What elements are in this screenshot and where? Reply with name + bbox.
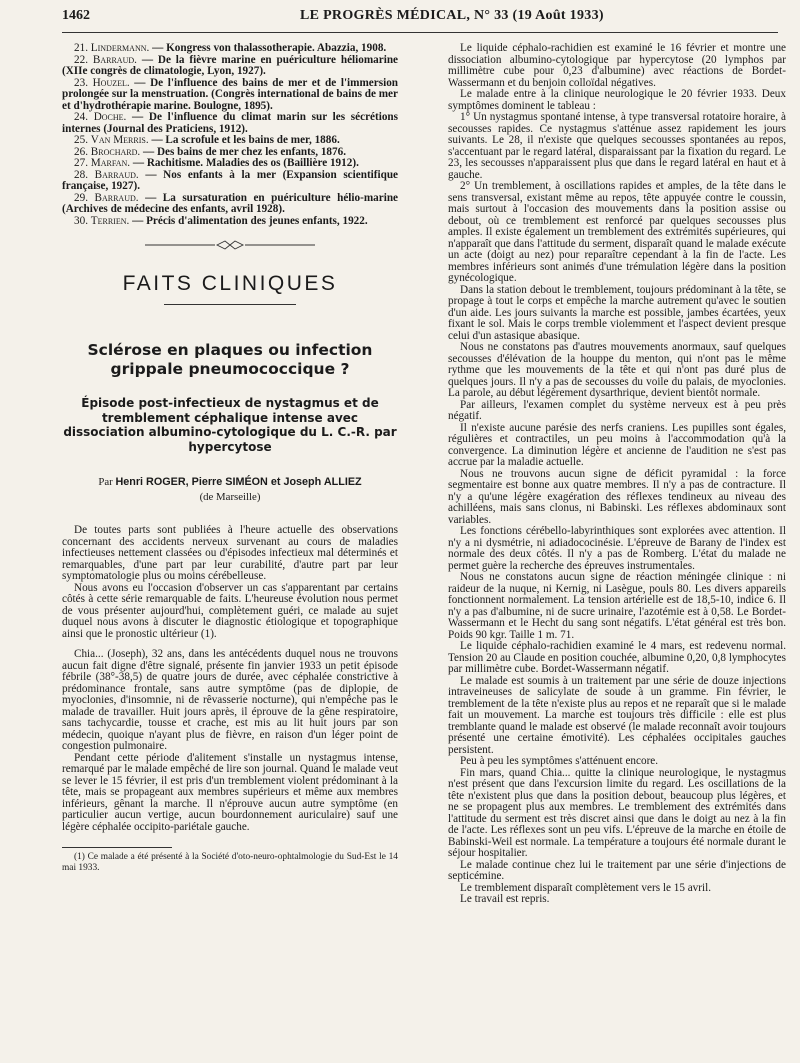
article-subtitle: Épisode post-infectieux de nystagmus et de tremblement céphalique intense avec dissociation albumino-cytologique du L. C.-R. par hypercytose	[63, 396, 397, 454]
section-rule	[164, 304, 296, 305]
paragraph: Le tremblement disparaît complètement vers le 15 avril.	[460, 881, 712, 894]
reference-item: 30. Terrien. — Précis d'alimentation des jeunes enfants, 1922.	[74, 214, 368, 227]
reference-item: 24. Doche. — De l'influence du climat marin sur les sécrétions internes (Journal des Praticiens, 1912).	[62, 111, 399, 135]
reference-item: 22. Barraud. — De la fièvre marine en puériculture héliomarine (XIIe congrès de climatologie, Lyon, 1927).	[62, 53, 399, 77]
paragraph: Il n'existe aucune parésie des nerfs craniens. Les pupilles sont égales, régulières et contractiles, un peu moins à l'accommodation qu'à la convergence. La diminution légère et ancienne de l'audition ne s'est pas accrue par la maladie actuelle.	[448, 421, 786, 468]
paragraph: Les fonctions cérébello-labyrinthiques sont explorées avec attention. Il n'y a ni dysmétrie, ni adiadococinésie. L'épreuve de Barany de l'index est normale des deux côtés. Il n'y a pas de Romberg. L'état du malade ne permet guère la recherche des épreuves instrumentales.	[448, 525, 786, 572]
paragraph: Fin mars, quand Chia... quitte la clinique neurologique, le nystagmus n'est présent que dans l'excursion limite du regard. Les oscillations de la tête n'existent plus que dans la position debout, beaucoup plus légères, et ne se propagent plus aux membres. Le tremblement des extrémités dans l'attitude du serment est très discret ainsi que dans le doigt au nez à la fin de l'acte. Les réflexes sont un peu vifs. L'épreuve de la marche en étoile de Babinski-Weil est normale. La température a toujours été normale durant le séjour hospitalier.	[448, 766, 786, 859]
reference-item: 21. Lindermann. — Kongress von thalassotherapie. Abazzia, 1908.	[74, 42, 387, 54]
reference-item: 26. Brochard. — Des bains de mer chez les enfants, 1876.	[74, 145, 346, 158]
article-title: Sclérose en plaques ou infection grippale pneumococcique ?	[87, 341, 373, 378]
paragraph: Nous ne constatons aucun signe de réaction méningée clinique : ni raideur de la nuque, ni Kernig, ni Lasègue, pouls 80. Les divers appareils fonctionnent normalement. La tension artérielle est de 18,5-10, indice 6. Il n'y a pas d'albumine, ni de sucre urinaire, l'azotémie est à 0,58. Le Bordet-Wassermann et le Hecht du sang sont négatifs. L'état général est très bon. Poids 90 kgr. Taille 1 m. 71.	[448, 571, 786, 641]
paragraph: De toutes parts sont publiées à l'heure actuelle des observations concernant des accidents nerveux survenant au cours de maladies infectieuses nettement classées ou d'épisodes infectieux mal déterminés et remarquables, d'une part par leur curabilité, d'autre part par leur symptomatologie plus ou moins cérébelleuse.	[62, 524, 398, 582]
ornament-divider	[62, 239, 398, 251]
right-column	[448, 43, 786, 906]
paragraph: Par ailleurs, l'examen complet du système nerveux est à peu près négatif.	[448, 398, 786, 422]
article-authors: Par Henri ROGER, Pierre SIMÉON et Joseph ALLIEZ	[98, 476, 362, 488]
reference-list	[62, 43, 398, 227]
footnote: (1) Ce malade a été présenté à la Société d'oto-neuro-ophtalmologie du Sud-Est le 14 mai 1933.	[62, 852, 398, 873]
page-number: 1462	[62, 8, 90, 23]
paragraph: 2° Un tremblement, à oscillations rapides et amples, de la tête dans le sens transversal, existant même au repos, tête appuyée contre le coussin, mais surtout à l'occasion des mouvements dans la position assise ou debout, où ce tremblement est renforcé par quelques secousses plus amples. Il existe également un tremblement des extrémités supérieures, qui n'apparaît que dans l'attitude du serment, disparaît quand le malade exécute un acte (doigt au nez) pour reparaître cependant à la fin de l'acte. Les membres inférieurs sont animés d'une trémulation légère dans la position gynécologique.	[448, 180, 786, 284]
paragraph: Le malade entre à la clinique neurologique le 20 février 1933. Deux symptômes dominent le tableau :	[448, 88, 786, 112]
paragraph: Pendant cette période d'alitement s'installe un nystagmus intense, remarqué par le malade empêché de lire son journal. Quand le malade veut se lever le 15 février, il est pris d'un tremblement violent prédominant à la tête, mais se propageant aux membres supérieurs et même aux membres inférieurs, gênant la marche. Il n'éprouve aucun autre symptôme (en particulier aucun vertige, aucun bourdonnement auriculaire) sauf une légère céphalée occipito-pariétale gauche.	[62, 751, 398, 833]
article-affiliation: (de Marseille)	[199, 490, 261, 503]
paragraph: 1° Un nystagmus spontané intense, à type transversal rotatoire horaire, à secousses rapides. Ce nystagmus s'atténue assez rapidement les jours suivants. Le 28, il n'existe que quelques secousses spontanées au repos, s'accentuant par le regard latéral, disparaissant par la fixation du regard. Le 23, les secousses n'apparaissent plus que dans le regard latéral en haut et à gauche.	[448, 111, 786, 181]
paragraph: Nous ne constatons pas d'autres mouvements anormaux, sauf quelques secousses d'élévation de la houppe du menton, qui n'ont pas le même rythme que les mouvements de la tête et qui n'ont pas duré plus de quelques jours. Il n'y a pas de secousses du voile du palais, de myoclonies. La parole, au début légèrement dysarthrique, devient bientôt normale.	[448, 341, 786, 399]
reference-item: 25. Van Merris. — La scrofule et les bains de mer, 1886.	[74, 134, 340, 146]
header-rule	[62, 32, 778, 33]
journal-title: LE PROGRÈS MÉDICAL, N° 33 (19 Août 1933)	[300, 8, 604, 23]
paragraph: Le travail est repris.	[460, 893, 550, 905]
page-header	[0, 8, 800, 34]
paragraph: Le liquide céphalo-rachidien est examiné le 16 février et montre une dissociation albumino-cytologique par hypercytose (20 lymphos par millimètre cube pour 0,23 d'albumine) avec réactions de Bordet-Wassermann et du benjoin colloïdal négatives.	[448, 42, 786, 89]
paragraph: Dans la station debout le tremblement, toujours prédominant à la tête, se propage à tout le corps et empêche la marche autrement qu'avec le soutien d'un aide. Les jours suivants la marche est possible, jambes écartées, yeux fixant le sol. Mais le corps tremble violemment et l'aspect devient presque celui d'un astasique abasique.	[448, 283, 786, 342]
section-title: FAITS CLINIQUES	[122, 272, 338, 295]
paragraph: Le malade continue chez lui le traitement par une série d'injections de septicémine.	[448, 858, 786, 882]
paragraph: Chia... (Joseph), 32 ans, dans les antécédents duquel nous ne trouvons aucun fait digne d'être signalé, présente fin janvier 1933 un petit épisode fébrile (38°-38,5) de quatre jours de durée, avec céphalée constrictive à prédominance frontale, sans autre symptôme (pas de diplopie, de myoclonies, d'insomnie, ni de rêvasserie nocturne), qui n'empêche pas le malade de travailler. Huit jours après, il éprouve de la gêne respiratoire, sans tachycardie, tousse et crache, est mis au lit huit jours par son médecin, quoique n'ayant plus de fièvre, en raison d'un léger point de congestion pulmonaire.	[62, 648, 398, 752]
paragraph: Le liquide céphalo-rachidien examiné le 4 mars, est redevenu normal. Tension 20 au Claude en position couchée, albumine 0,20, 0,8 lymphocytes par millimètre cube. Bordet-Wassermann négatif.	[448, 640, 786, 675]
paragraph: Le malade est soumis à un traitement par une série de douze injections intraveineuses de salicylate de soude à un gramme. Fin février, le tremblement de la tête n'existe plus au repos et ne reparaît que si le malade fait un mouvement. La marche est toujours très difficile : elle est plus tremblante quand le malade est observé (le malade reconnaît avoir toujours présenté une certaine émotivité). Les céphalées occipitales gauches persistent.	[448, 674, 786, 756]
left-column	[62, 43, 398, 873]
reference-item: 23. Houzel. — De l'influence des bains de mer et de l'immersion prolongée sur la menstruation. (Congrès international de bains de mer et d'hydrothérapie marine. Boulogne, 1895).	[62, 76, 399, 112]
reference-item: 28. Barraud. — Nos enfants à la mer (Expansion scientifique française, 1927).	[62, 168, 399, 192]
reference-item: 29. Barraud. — La sursaturation en puériculture hélio-marine (Archives de médecine des enfants, avril 1928).	[62, 191, 399, 215]
paragraph: Nous ne trouvons aucun signe de déficit pyramidal : la force segmentaire est bonne aux quatre membres. Il n'y a pas de contracture. Il n'y a qu'une légère exagération des réflexes tendineux au niveau des achilléens, mais sans clonus, ni Babinski. Les réflexes abdominaux sont variables.	[448, 467, 786, 526]
reference-item: 27. Marfan. — Rachitisme. Maladies des os (Baillière 1912).	[74, 157, 359, 169]
paragraph: Nous avons eu l'occasion d'observer un cas s'apparentant par certains côtés à cette série remarquable de faits. L'heureuse évolution nous permet de vous présenter aujourd'hui, complètement guéri, ce malade au sujet duquel nous avons à discuter le diagnostic étiologique et topographique ainsi que le pronostic ultérieur (1).	[62, 581, 398, 640]
footnote-rule	[62, 847, 172, 848]
paragraph: Peu à peu les symptômes s'atténuent encore.	[460, 755, 659, 767]
